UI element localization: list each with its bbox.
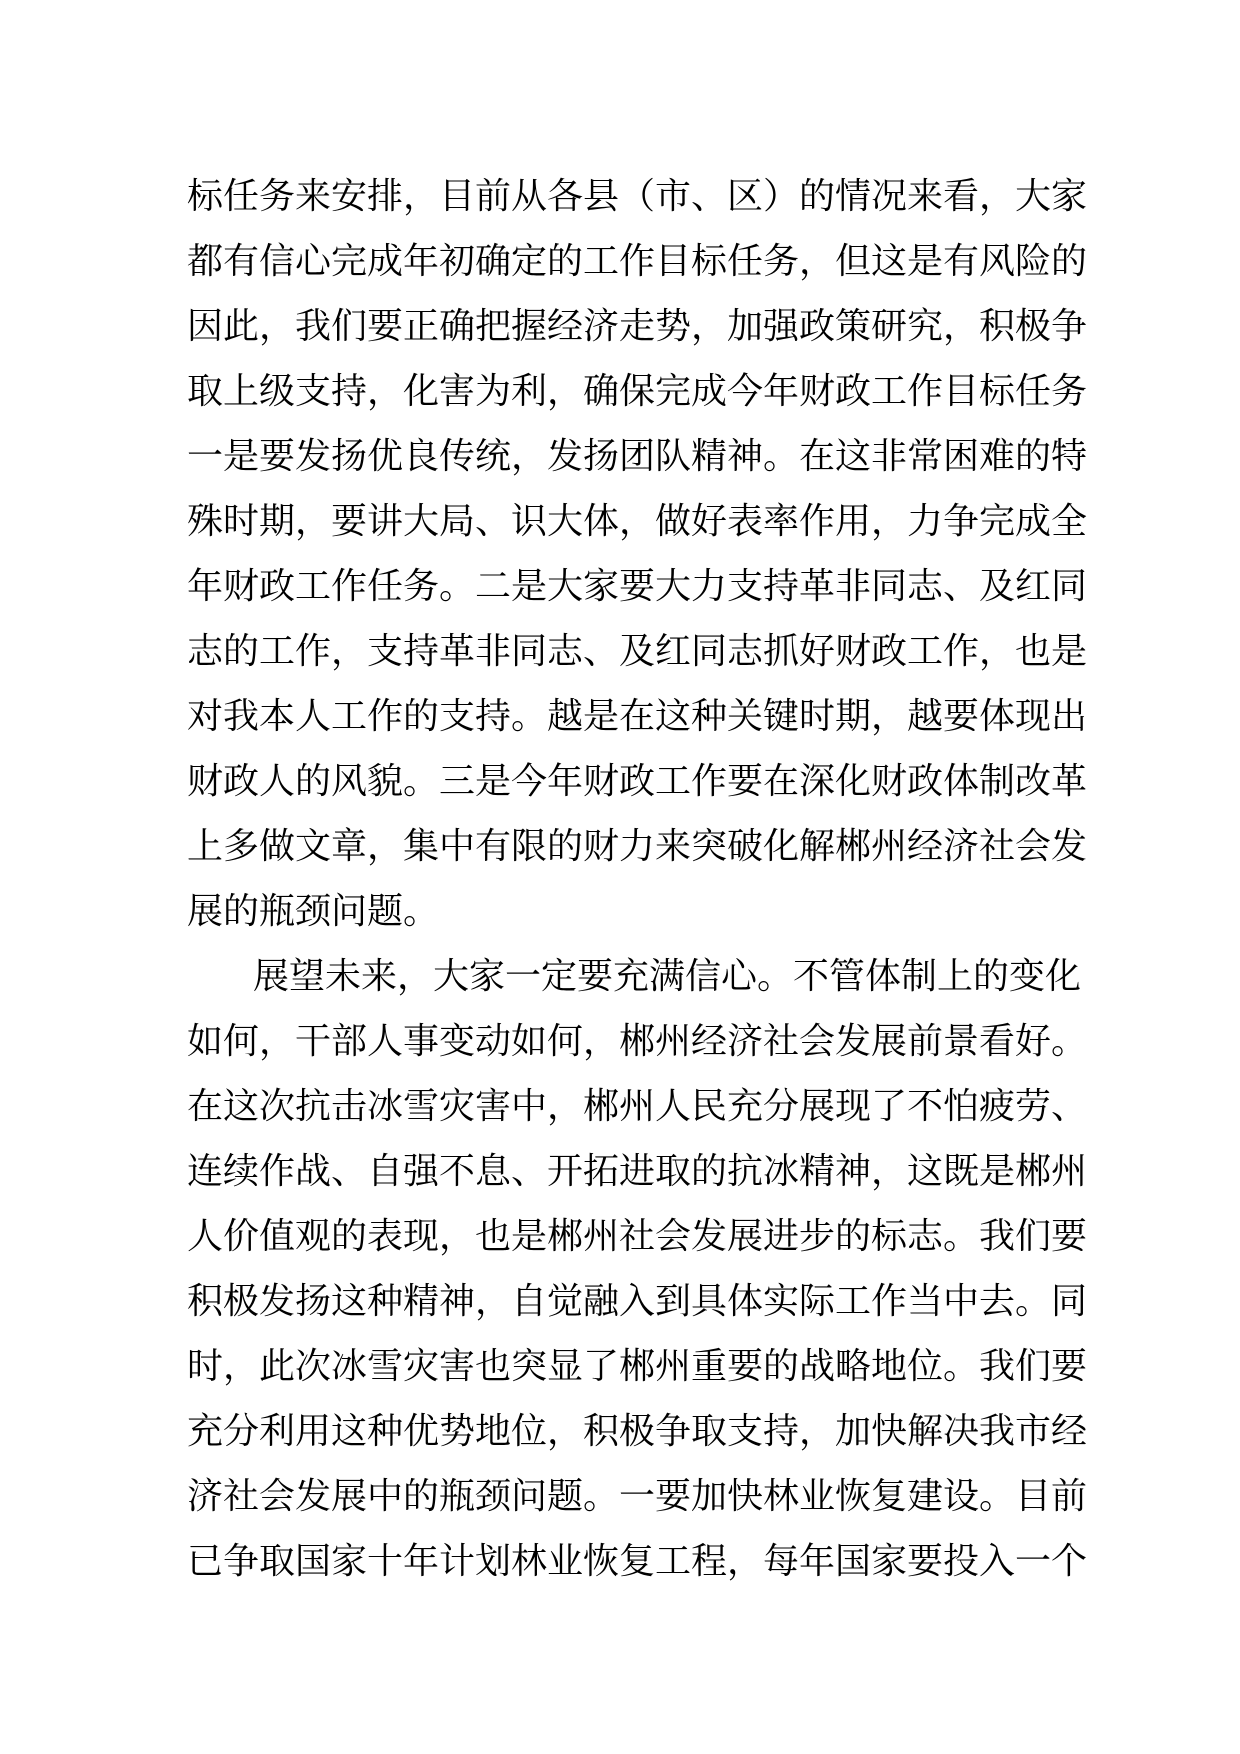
- text-line: 已争取国家十年计划林业恢复工程，每年国家要投入一个: [187, 1541, 1088, 1582]
- text-line: 殊时期，要讲大局、识大体，做好表率作用，力争完成全: [187, 501, 1088, 542]
- text-line: 取上级支持，化害为利，确保完成今年财政工作目标任务: [187, 371, 1088, 412]
- text-line: 上多做文章，集中有限的财力来突破化解郴州经济社会发: [187, 826, 1088, 867]
- paragraph-first-line: 展望未来，大家一定要充满信心。不管体制上的变化: [253, 956, 1082, 997]
- text-line: 一是要发扬优良传统，发扬团队精神。在这非常困难的特: [187, 436, 1088, 477]
- text-line: 如何，干部人事变动如何，郴州经济社会发展前景看好。: [187, 1021, 1088, 1062]
- text-line: 对我本人工作的支持。越是在这种关键时期，越要体现出: [187, 696, 1088, 737]
- text-line: 展的瓶颈问题。: [187, 891, 440, 932]
- text-line: 标任务来安排，目前从各县（市、区）的情况来看，大家: [187, 176, 1088, 217]
- body-text: [187, 164, 1088, 1594]
- text-line: 人价值观的表现，也是郴州社会发展进步的标志。我们要: [187, 1216, 1088, 1257]
- text-line: 积极发扬这种精神，自觉融入到具体实际工作当中去。同: [187, 1281, 1088, 1322]
- text-line: 连续作战、自强不息、开拓进取的抗冰精神，这既是郴州: [187, 1151, 1088, 1192]
- text-line: 济社会发展中的瓶颈问题。一要加快林业恢复建设。目前: [187, 1476, 1088, 1517]
- text-line: 时，此次冰雪灾害也突显了郴州重要的战略地位。我们要: [187, 1346, 1088, 1387]
- text-line: 因此，我们要正确把握经济走势，加强政策研究，积极争: [187, 306, 1088, 347]
- text-line: 在这次抗击冰雪灾害中，郴州人民充分展现了不怕疲劳、: [187, 1086, 1088, 1127]
- text-line: 都有信心完成年初确定的工作目标任务，但这是有风险的: [187, 241, 1088, 282]
- text-line: 充分利用这种优势地位，积极争取支持，加快解决我市经: [187, 1411, 1088, 1452]
- text-line: 财政人的风貌。三是今年财政工作要在深化财政体制改革: [187, 761, 1088, 802]
- text-line: 志的工作，支持革非同志、及红同志抓好财政工作，也是: [187, 631, 1088, 672]
- text-line: 年财政工作任务。二是大家要大力支持革非同志、及红同: [187, 566, 1088, 607]
